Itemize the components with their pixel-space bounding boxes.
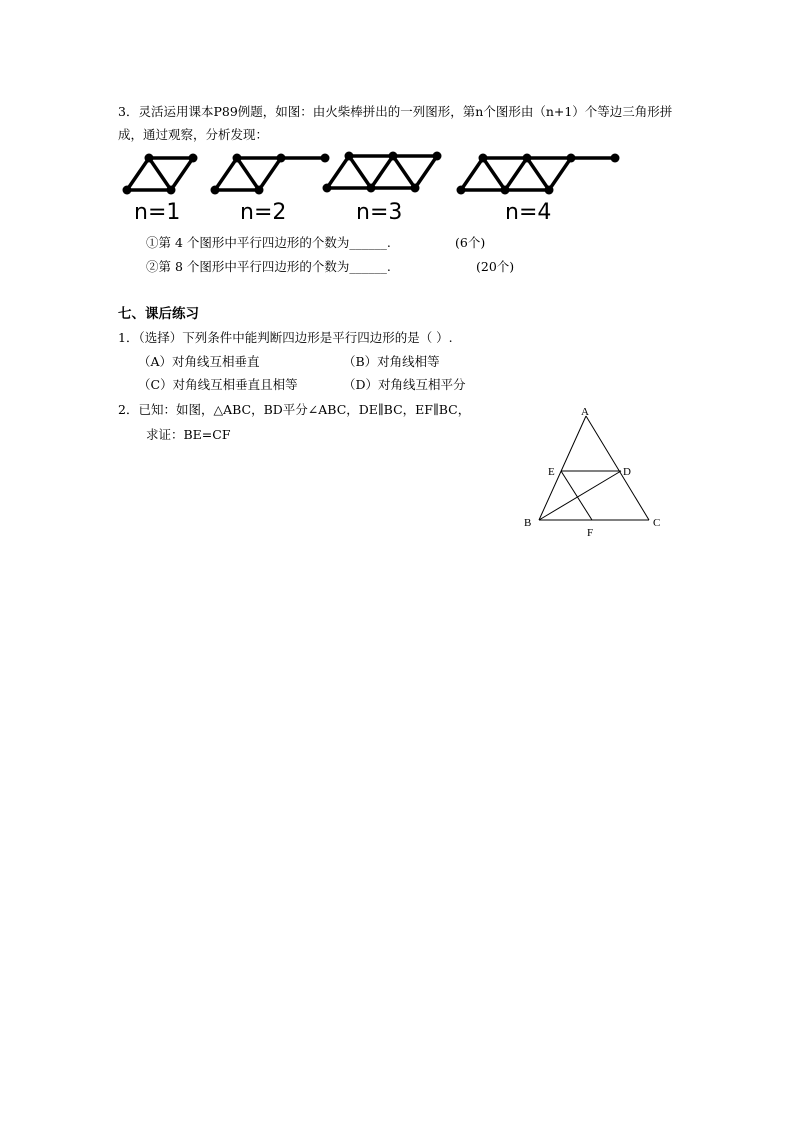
point-label-a: A: [581, 406, 589, 418]
matchstick-joint: [389, 152, 398, 161]
option-b: （B）对角线相等: [343, 354, 440, 369]
matchstick-joint: [255, 186, 264, 195]
option-c: （C）对角线互相垂直且相等: [138, 377, 298, 392]
matchstick: [171, 158, 193, 190]
matchstick-joint: [189, 154, 198, 163]
matchstick-figure-2: [211, 154, 330, 195]
matchstick-figure-3: [323, 152, 442, 193]
figure-label-1: n=1: [134, 200, 181, 225]
figure-label-2: n=2: [240, 200, 287, 225]
segment-bd: [539, 471, 621, 520]
matchstick-joint: [323, 184, 332, 193]
matchstick-joint: [277, 154, 286, 163]
matchstick-joint: [567, 154, 576, 163]
matchstick-joint: [321, 154, 330, 163]
option-a: （A）对角线互相垂直: [138, 354, 260, 369]
matchstick: [415, 156, 437, 188]
figure-label-4: n=4: [505, 200, 552, 225]
matchstick-joint: [611, 154, 620, 163]
point-label-c: C: [653, 517, 661, 529]
problem3-line1: 3．灵活运用课本P89例题，如图：由火柴棒拼出的一列图形，第n个图形由（n+1）个等边三角形拼: [118, 104, 673, 119]
matchstick: [461, 158, 483, 190]
matchstick-joint: [523, 154, 532, 163]
matchstick-joint: [345, 152, 354, 161]
matchstick: [371, 156, 393, 188]
point-label-b: B: [524, 517, 532, 529]
matchstick: [349, 156, 371, 188]
answer-2: (20个): [476, 259, 515, 274]
exercise-2-line1: 2．已知：如图，△ABC，BD平分∠ABC，DE∥BC，EF∥BC，: [118, 402, 471, 417]
matchstick: [549, 158, 571, 190]
matchstick-figure-4: [457, 154, 620, 195]
matchstick-joint: [123, 186, 132, 195]
segment-ef: [561, 471, 592, 520]
matchstick-figure-1: [123, 154, 198, 195]
matchstick-joint: [545, 186, 554, 195]
matchstick-joint: [211, 186, 220, 195]
segment-ab: [539, 416, 586, 520]
matchstick: [505, 158, 527, 190]
matchstick: [483, 158, 505, 190]
answer-1: (6个): [455, 235, 486, 250]
matchstick: [527, 158, 549, 190]
option-d: （D）对角线互相平分: [343, 377, 466, 392]
point-label-d: D: [623, 466, 631, 478]
matchstick-joint: [501, 186, 510, 195]
matchstick-joint: [367, 184, 376, 193]
figure-label-3: n=3: [356, 200, 403, 225]
matchstick-joint: [411, 184, 420, 193]
matchstick: [327, 156, 349, 188]
problem3-line2: 成，通过观察，分析发现：: [118, 127, 269, 142]
matchstick: [215, 158, 237, 190]
question-2: ②第 8 个图形中平行四边形的个数为______.: [146, 259, 391, 274]
exercise-2-line2: 求证：BE=CF: [146, 427, 231, 442]
matchstick: [237, 158, 259, 190]
matchstick-joint: [167, 186, 176, 195]
matchstick-joint: [145, 154, 154, 163]
matchstick: [259, 158, 281, 190]
matchstick: [393, 156, 415, 188]
matchstick: [149, 158, 171, 190]
matchstick-joint: [457, 186, 466, 195]
matchstick: [127, 158, 149, 190]
exercise-1: 1．（选择）下列条件中能判断四边形是平行四边形的是（ ）.: [118, 330, 453, 345]
matchstick-joint: [233, 154, 242, 163]
point-label-e: E: [548, 466, 555, 478]
segment-ac: [586, 416, 649, 520]
matchstick-joint: [433, 152, 442, 161]
point-label-f: F: [587, 527, 594, 539]
triangle-figure: [515, 402, 715, 542]
section-title: 七、课后练习: [118, 306, 199, 322]
matchstick-joint: [479, 154, 488, 163]
question-1: ①第 4 个图形中平行四边形的个数为______.: [146, 235, 391, 250]
